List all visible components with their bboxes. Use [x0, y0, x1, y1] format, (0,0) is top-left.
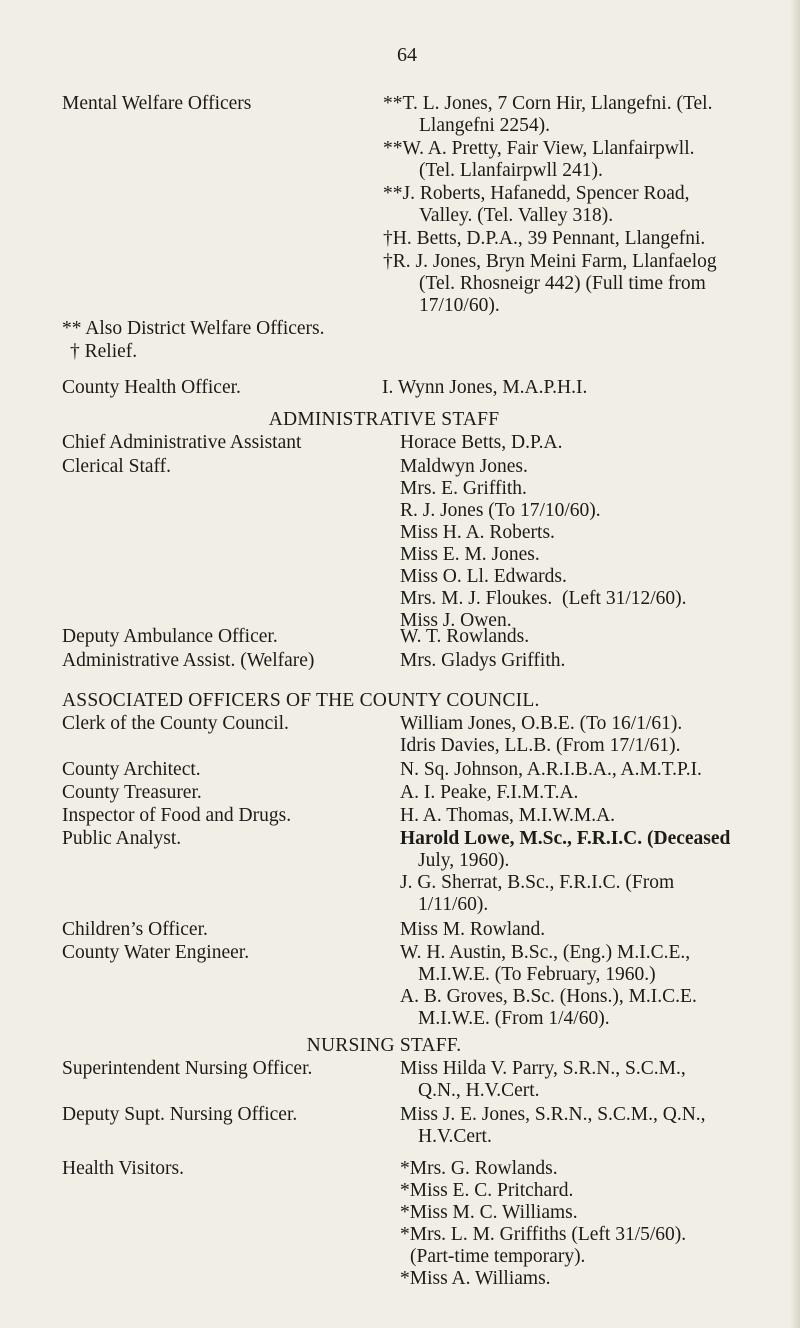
deputy-ambulance-value: W. T. Rowlands.: [400, 626, 530, 647]
treasurer-value: A. I. Peake, F.I.M.T.A.: [400, 782, 579, 803]
admin-welfare-label: Administrative Assist. (Welfare): [62, 650, 315, 671]
mental-welfare-entry: **W. A. Pretty, Fair View, Llanfairpwll. (Tel. Llanfairpwll 241).: [383, 138, 695, 181]
analyst-label: Public Analyst.: [62, 828, 182, 849]
food-drugs-label: Inspector of Food and Drugs.: [62, 805, 292, 826]
footnote-double-asterisk: ** Also District Welfare Officers.: [62, 318, 325, 339]
clerk-values: William Jones, O.B.E. (To 16/1/61). Idris Davies, LL.B. (From 17/1/61).: [400, 713, 683, 756]
list-item: *Miss M. C. Williams.: [400, 1202, 578, 1223]
county-health-value: I. Wynn Jones, M.A.P.H.I.: [382, 377, 588, 398]
admin-welfare-value: Mrs. Gladys Griffith.: [400, 650, 566, 671]
list-item: *Miss A. Williams.: [400, 1268, 551, 1289]
analyst-values: Harold Lowe, M.Sc., F.R.I.C. (Deceased July, 1960). J. G. Sherrat, B.Sc., F.R.I.C. (From 1/11/60).: [400, 828, 731, 915]
section-heading-associated: ASSOCIATED OFFICERS OF THE COUNTY COUNCIL.: [62, 690, 540, 711]
section-heading-nursing: NURSING STAFF.: [306, 1035, 462, 1056]
mental-welfare-entry: **T. L. Jones, 7 Corn Hir, Llangefni. (Tel. Llangefni 2254).: [383, 93, 713, 136]
chief-admin-label: Chief Administrative Assistant: [62, 432, 302, 453]
mental-welfare-entry: **J. Roberts, Hafanedd, Spencer Road, Valley. (Tel. Valley 318).: [383, 183, 690, 226]
clerk-label: Clerk of the County Council.: [62, 713, 289, 734]
list-item: Miss J. Owen.: [400, 610, 512, 631]
list-item: *Miss E. C. Pritchard.: [400, 1180, 574, 1201]
architect-value: N. Sq. Johnson, A.R.I.B.A., A.M.T.P.I.: [400, 759, 702, 780]
architect-label: County Architect.: [62, 759, 201, 780]
mental-welfare-entry: †R. J. Jones, Bryn Meini Farm, Llanfaelog (Tel. Rhosneigr 442) (Full time from 17/10/60).: [383, 251, 717, 316]
food-drugs-value: H. A. Thomas, M.I.W.M.A.: [400, 805, 616, 826]
mental-welfare-entry: †H. Betts, D.P.A., 39 Pennant, Llangefni.: [383, 228, 706, 249]
children-officer-label: Children’s Officer.: [62, 919, 208, 940]
deputy-ambulance-label: Deputy Ambulance Officer.: [62, 626, 278, 647]
superintendent-nursing-value: Miss Hilda V. Parry, S.R.N., S.C.M., Q.N., H.V.Cert.: [400, 1058, 686, 1101]
list-item: Miss O. Ll. Edwards.: [400, 566, 567, 587]
county-health-label: County Health Officer.: [62, 377, 241, 398]
water-engineer-values: W. H. Austin, B.Sc., (Eng.) M.I.C.E., M.I.W.E. (To February, 1960.) A. B. Groves, B.Sc. (Hons.), M.I.C.E. M.I.W.E. (From 1/4/60).: [400, 942, 697, 1029]
list-item: *Mrs. G. Rowlands.: [400, 1158, 558, 1179]
list-item: Mrs. E. Griffith.: [400, 478, 527, 499]
treasurer-label: County Treasurer.: [62, 782, 202, 803]
footnote-dagger: † Relief.: [70, 341, 138, 362]
page-edge-shadow: [790, 0, 800, 1328]
deputy-nursing-label: Deputy Supt. Nursing Officer.: [62, 1104, 298, 1125]
water-engineer-label: County Water Engineer.: [62, 942, 250, 963]
section-heading-admin: ADMINISTRATIVE STAFF: [268, 409, 500, 430]
clerical-staff-list: [400, 456, 687, 632]
list-item: Mrs. M. J. Floukes. (Left 31/12/60).: [400, 588, 687, 609]
clerical-staff-label: Clerical Staff.: [62, 456, 172, 477]
mental-welfare-label: Mental Welfare Officers: [62, 93, 252, 114]
page-number: 64: [397, 44, 417, 66]
list-item: R. J. Jones (To 17/10/60).: [400, 500, 601, 521]
deputy-nursing-value: Miss J. E. Jones, S.R.N., S.C.M., Q.N., H.V.Cert.: [400, 1104, 706, 1147]
list-item: *Mrs. L. M. Griffiths (Left 31/5/60).: [400, 1224, 687, 1245]
list-item: Miss H. A. Roberts.: [400, 522, 555, 543]
health-visitors-list: [400, 1158, 686, 1290]
children-officer-value: Miss M. Rowland.: [400, 919, 546, 940]
chief-admin-value: Horace Betts, D.P.A.: [400, 432, 563, 453]
health-visitors-label: Health Visitors.: [62, 1158, 184, 1179]
list-item: Maldwyn Jones.: [400, 456, 528, 477]
superintendent-nursing-label: Superintendent Nursing Officer.: [62, 1058, 313, 1079]
list-item: Miss E. M. Jones.: [400, 544, 540, 565]
list-item: (Part-time temporary).: [410, 1246, 586, 1267]
